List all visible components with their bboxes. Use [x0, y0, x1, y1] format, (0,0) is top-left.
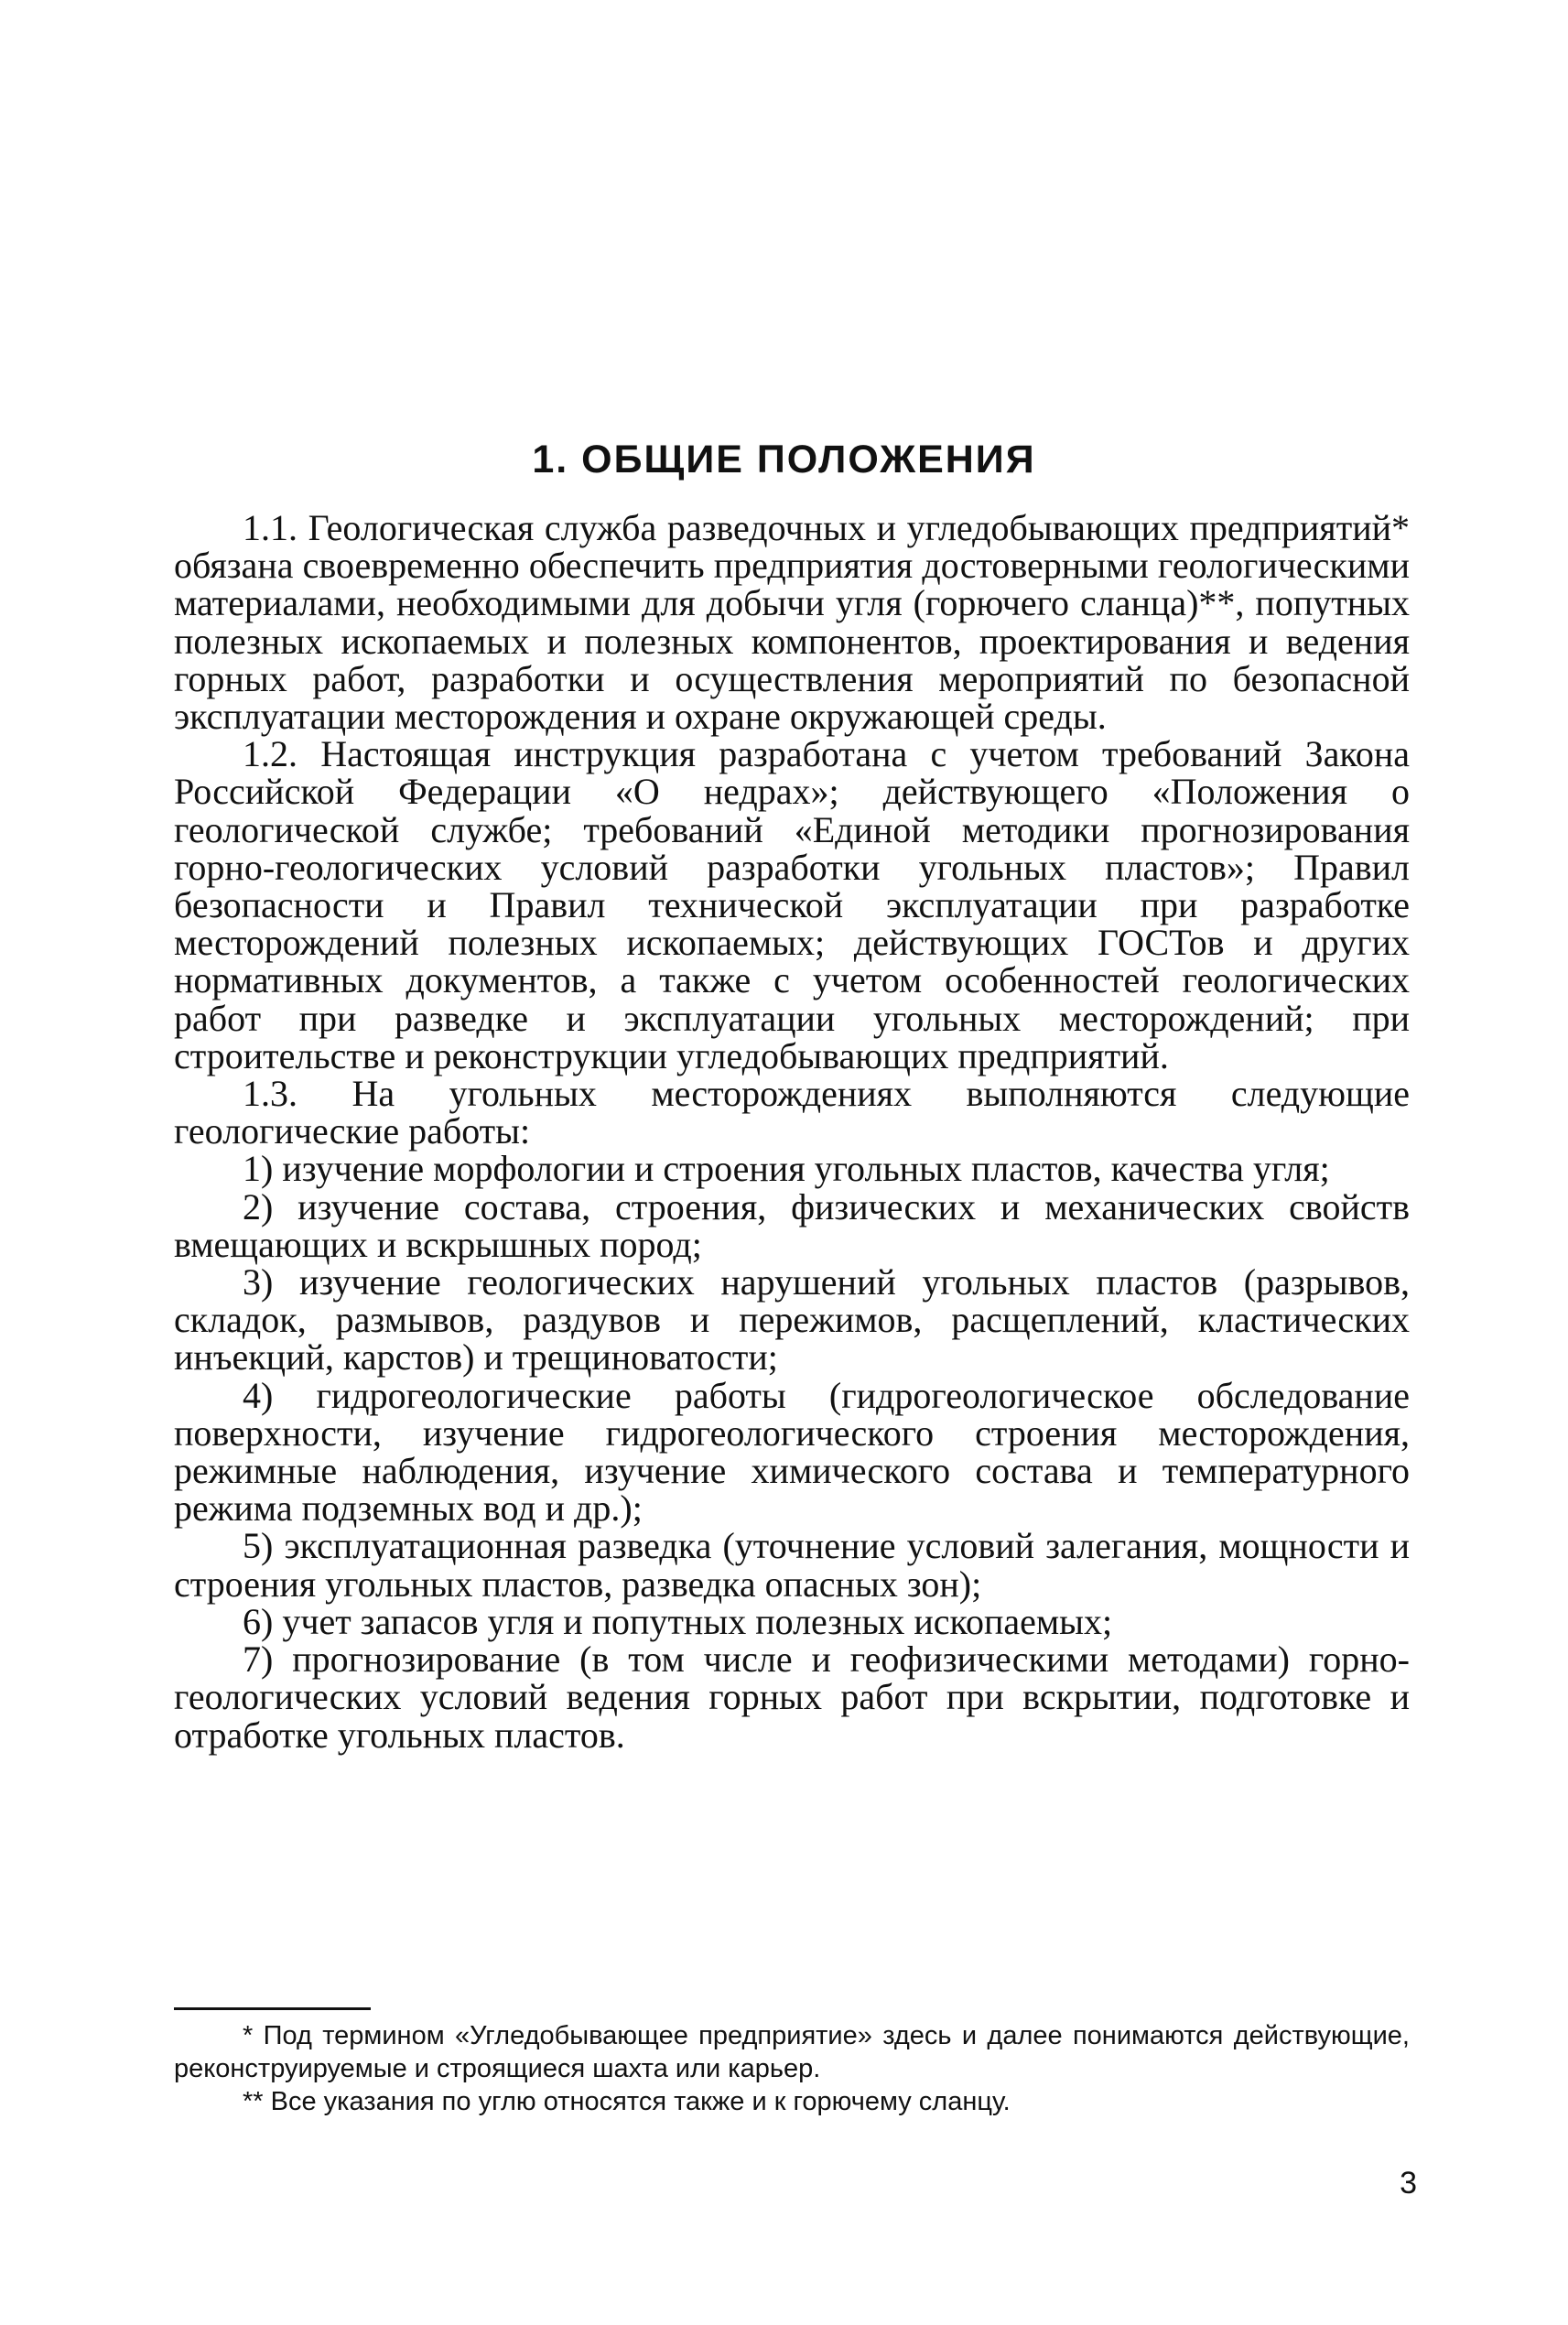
footnotes: [174, 2019, 1410, 2118]
list-item-2: 2) изучение состава, строения, физических и механических свойств вмещающих и вскрышных пород;: [174, 1185, 1410, 1265]
body-text: [174, 509, 1410, 1754]
list-item-1: 1) изучение морфологии и строения угольных пластов, качества угля;: [243, 1148, 1330, 1190]
list-item-4: 4) гидрогеологические работы (гидрогеологическое обследование поверхности, изучение гидрогеологического строения месторождения, режимные наблюдения, изучение химического состава и температурного режима подземных вод и др.);: [174, 1374, 1410, 1530]
list-item-3: 3) изучение геологических нарушений угольных пластов (разрывов, складок, размывов, раздувов и пережимов, расщеплений, кластических инъекций, карстов) и трещиноватости;: [174, 1261, 1410, 1379]
paragraph-1-1: 1.1. Геологическая служба разведочных и угледобывающих предприятий* обязана своевременно обеспечить предприятия достоверными геологическими материалами, необходимыми для добычи угля (горючего сланца)**, попутных полезных ископаемых и полезных компонентов, проектирования и ведения горных работ, разработки и осуществления мероприятий по безопасной эксплуатации месторождения и охране окружающей среды.: [174, 507, 1410, 738]
page-number: 3: [1400, 2166, 1417, 2201]
paragraph-1-2: 1.2. Настоящая инструкция разработана с учетом требований Закона Российской Федерации «О недрах»; действующего «Положения о геологической службе; требований «Единой методики прогнозирования горно-геологических условий разработки угольных пластов»; Правил безопасности и Правил технической эксплуатации при разработке месторождений полезных ископаемых; действующих ГОСТов и других нормативных документов, а также с учетом особенностей геологических работ при разведке и эксплуатации угольных месторождений; при строительстве и реконструкции угледобывающих предприятий.: [174, 733, 1410, 1076]
section-heading: 1. ОБЩИЕ ПОЛОЖЕНИЯ: [532, 438, 1036, 481]
list-item-7: 7) прогнозирование (в том числе и геофизическими методами) горно-геологических условий ведения горных работ при вскрытии, подготовке и отработке угольных пластов.: [174, 1638, 1410, 1756]
footnote-divider: [174, 2007, 371, 2010]
list-item-6: 6) учет запасов угля и попутных полезных ископаемых;: [243, 1600, 1113, 1642]
list-item-5: 5) эксплуатационная разведка (уточнение условий залегания, мощности и строения угольных пластов, разведка опасных зон);: [174, 1525, 1410, 1605]
paragraph-1-3: 1.3. На угольных месторождениях выполняются следующие геологические работы:: [174, 1073, 1410, 1152]
footnote-1: * Под термином «Угледобывающее предприятие» здесь и далее понимаются действующие, реконструируемые и строящиеся шахта или карьер.: [174, 2021, 1410, 2083]
footnote-2: ** Все указания по углю относятся также и к горючему сланцу.: [243, 2087, 1011, 2116]
